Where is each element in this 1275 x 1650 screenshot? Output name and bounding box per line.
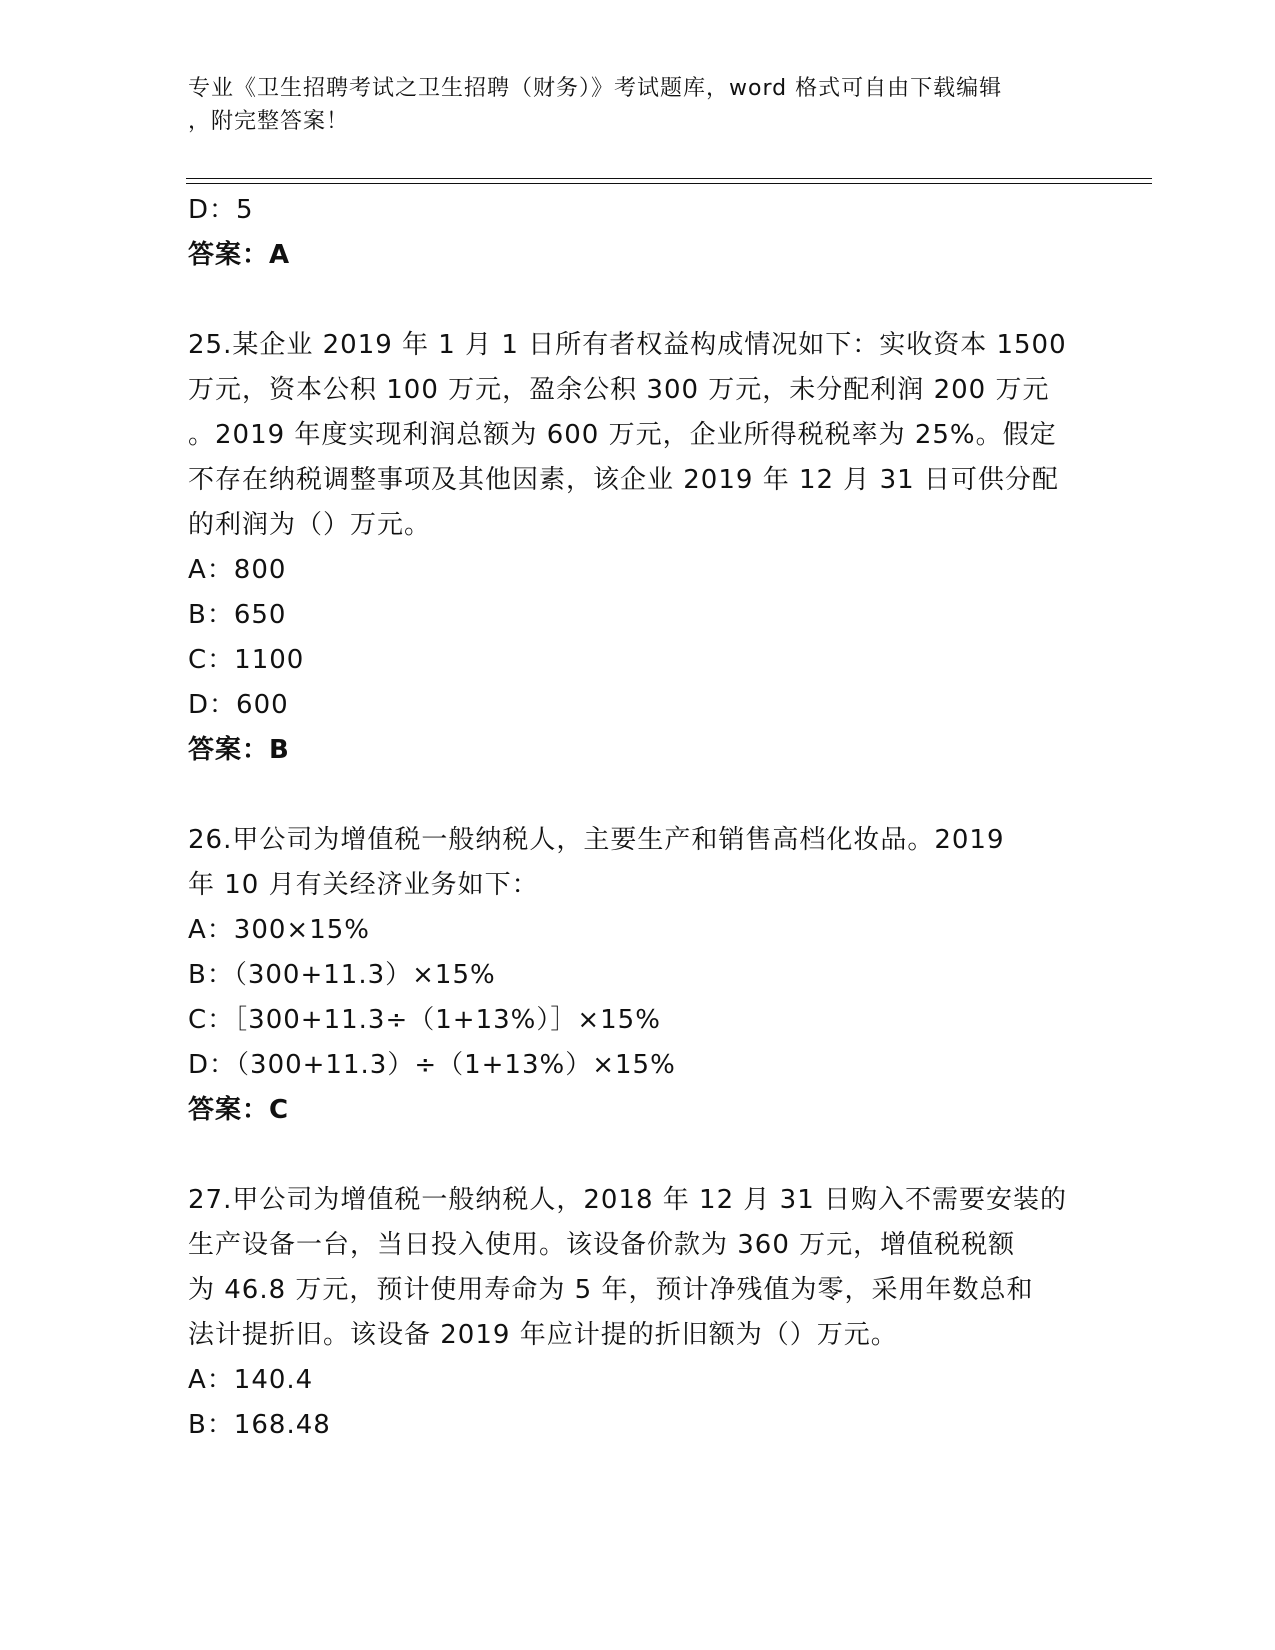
question-stem-line: 27.甲公司为增值税一般纳税人，2018 年 12 月 31 日购入不需要安装的 [188, 1185, 1068, 1215]
question-stem-line: 为 46.8 万元，预计使用寿命为 5 年，预计净残值为零，采用年数总和 [188, 1275, 1034, 1305]
header-title-line-2: ，附完整答案！ [188, 109, 350, 134]
question-24-tail [188, 188, 1088, 278]
answer-line: 答案：C [188, 1095, 290, 1125]
option-a: A：140.4 [188, 1365, 314, 1395]
question-stem-line: 25.某企业 2019 年 1 月 1 日所有者权益构成情况如下：实收资本 1500 [188, 330, 1067, 360]
question-25 [188, 323, 1088, 773]
option-d: D：5 [188, 195, 254, 225]
header-divider-top [186, 178, 1152, 179]
question-stem-line: 26.甲公司为增值税一般纳税人，主要生产和销售高档化妆品。2019 [188, 825, 1005, 855]
question-stem-line: 年 10 月有关经济业务如下： [188, 870, 539, 900]
page-header [188, 72, 1068, 138]
question-27 [188, 1178, 1088, 1448]
option-b: B：（300+11.3）×15% [188, 960, 496, 990]
option-c: C：1100 [188, 645, 305, 675]
question-26 [188, 818, 1088, 1133]
spacer [188, 773, 1088, 818]
answer-line: 答案：A [188, 240, 291, 270]
question-stem-line: 法计提折旧。该设备 2019 年应计提的折旧额为（）万元。 [188, 1320, 898, 1350]
spacer [188, 1133, 1088, 1178]
option-d: D：（300+11.3）÷（1+13%）×15% [188, 1050, 676, 1080]
option-a: A：800 [188, 555, 287, 585]
answer-line: 答案：B [188, 735, 290, 765]
question-stem-line: 不存在纳税调整事项及其他因素，该企业 2019 年 12 月 31 日可供分配 [188, 465, 1059, 495]
option-b: B：650 [188, 600, 287, 630]
spacer [188, 278, 1088, 323]
header-divider-bottom [186, 183, 1152, 184]
question-stem-line: 的利润为（）万元。 [188, 510, 432, 540]
option-a: A：300×15% [188, 915, 370, 945]
question-stem-line: 。2019 年度实现利润总额为 600 万元，企业所得税税率为 25%。假定 [188, 420, 1057, 450]
option-d: D：600 [188, 690, 289, 720]
option-b: B：168.48 [188, 1410, 331, 1440]
question-stem-line: 万元，资本公积 100 万元，盈余公积 300 万元，未分配利润 200 万元 [188, 375, 1050, 405]
option-c: C：［300+11.3÷（1+13%）］×15% [188, 1005, 661, 1035]
header-title-line-1: 专业《卫生招聘考试之卫生招聘（财务）》考试题库，word 格式可自由下载编辑 [188, 76, 1003, 101]
question-content [188, 188, 1088, 1448]
question-stem-line: 生产设备一台，当日投入使用。该设备价款为 360 万元，增值税税额 [188, 1230, 1016, 1260]
